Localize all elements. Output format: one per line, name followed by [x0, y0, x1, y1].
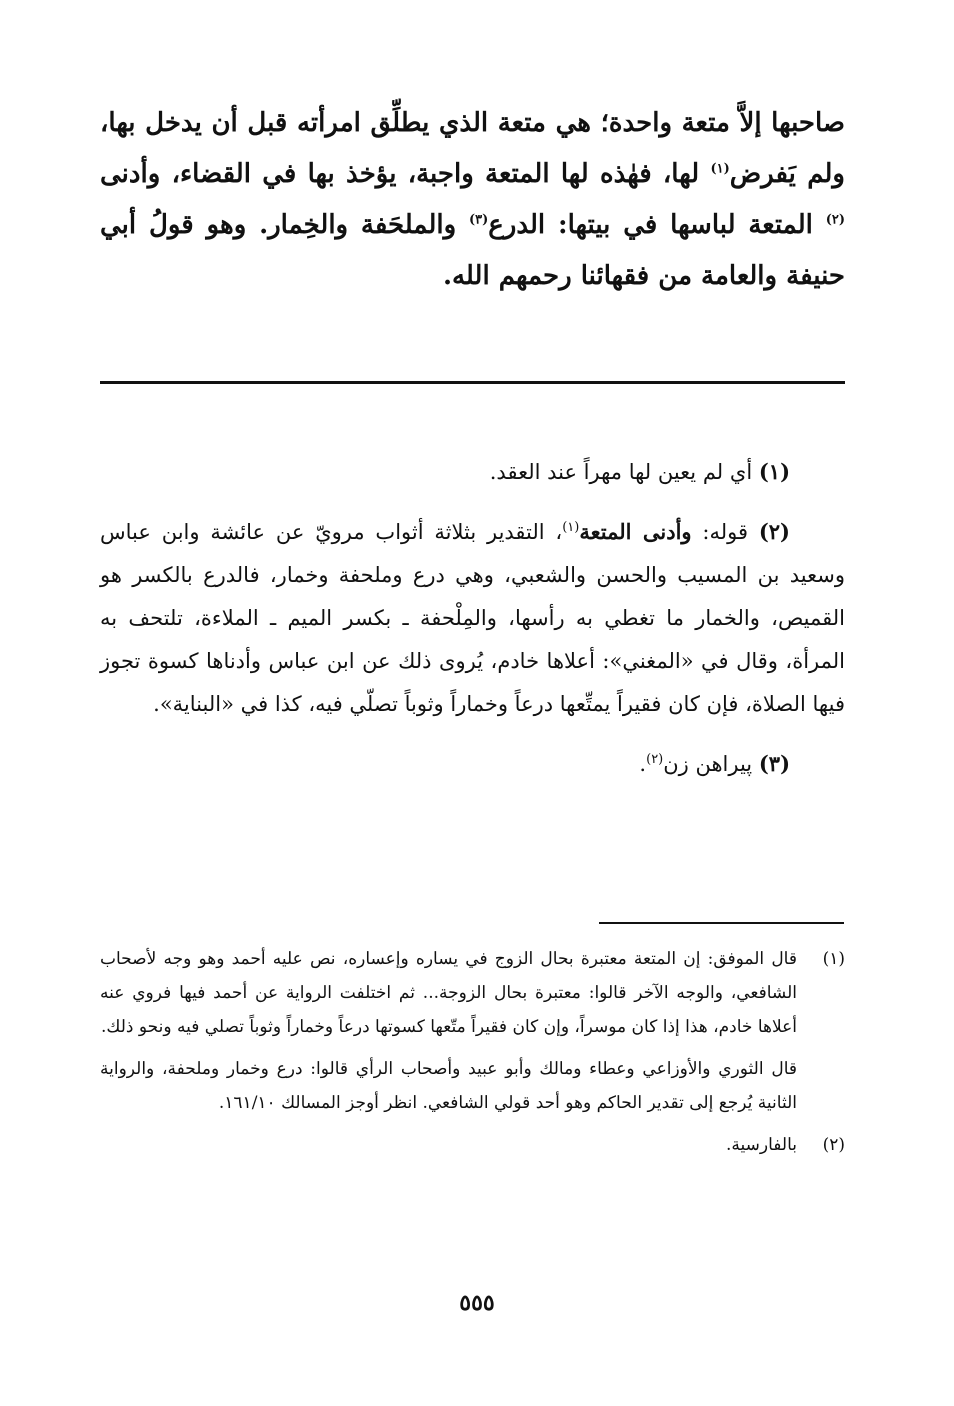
- main-line-2a: بها، ولم يَفرض: [100, 108, 845, 189]
- footnotes-list: [100, 942, 845, 1170]
- main-ref-1: (١): [710, 161, 730, 177]
- main-line-3a: وأدنى: [100, 159, 161, 189]
- page-number: ٥٥٥: [459, 1290, 495, 1316]
- commentary-tail-3: .: [639, 752, 647, 776]
- main-ref-3: (٣): [468, 212, 489, 228]
- commentary-ref-3: (٢): [646, 752, 664, 767]
- commentary-marker-3: (٣): [758, 751, 790, 776]
- commentary-item-1: [100, 450, 845, 494]
- footnote-separator-rule: [599, 922, 844, 924]
- main-separator-rule: [100, 381, 845, 384]
- main-line-2b: لها، فهٰذه لها المتعة واجبة، يؤخذ بها في القضاء،: [171, 159, 700, 189]
- main-line-3b: المتعة لباسها في بيتها: الدرع: [488, 210, 813, 240]
- commentary-item-2: [100, 510, 845, 726]
- main-ref-2: (٢): [825, 212, 845, 228]
- footnote-continuation-text-1: قال الثوري والأوزاعي وعطاء ومالك وأبو عبيد وأصحاب الرأي قالوا: درع وخمار وملحفة، والرواية الثانية يُرجع إلى تقدير الحاكم وهو أحد قولي الشافعي. انظر أوجز المسالك ١٦١/١٠.: [100, 1059, 797, 1113]
- footnote-marker-1: (١): [822, 949, 845, 969]
- footnote-marker-2: (٢): [822, 1135, 845, 1155]
- commentary-text-1: أي لم يعين لها مهراً عند العقد.: [489, 460, 753, 484]
- commentary-marker-2: (٢): [758, 519, 790, 544]
- footnote-2: [100, 1128, 845, 1162]
- commentary-term-2: وأدنى المتعة: [579, 519, 692, 544]
- commentary-item-3: [100, 742, 845, 786]
- commentary-text-2: ، التقدير بثلاثة أثواب مرويّ عن عائشة وابن عباس وسعيد بن المسيب والحسن والشعبي، وهي درع وملحفة وخمار، فالدرع بالكسر هو القميص، والخمار ما تغطي به رأسها، والمِلْحفة ـ بكسر الميم ـ الملاءة، تلتحف به المرأة، وقال في «المغني»: أعلاها خادم، يُروى ذلك عن ابن عباس وأدناها كسوة تجوز فيها الصلاة، فإن كان فقيراً يمتِّعها درعاً وخماراً وثوباً تصلّي فيه، كذا في «البناية».: [100, 520, 845, 716]
- main-line-4: قولُ أبي حنيفة والعامة من فقهائنا رحمهم الله.: [100, 210, 845, 291]
- main-line-1: صاحبها إلاَّ متعة واحدة؛ هي متعة الذي يطلِّق امرأته قبل أن يدخل: [145, 108, 845, 138]
- footnote-1: [100, 942, 845, 1044]
- commentary-list: [100, 450, 845, 802]
- footnote-text-1: قال الموفق: إن المتعة معتبرة بحال الزوج في يساره وإعساره، نص عليه أحمد وهو وجه لأصحاب الشافعي، والوجه الآخر قالوا: معتبرة بحال الزوجة... ثم اختلفت الرواية عن أحمد فيها فروي عنه أعلاها خادم، هذا إذا كان موسراً، وإن كان فقيراً متّعها كسوتها درعاً وخماراً وثوباً تصلي فيه ونحو ذلك.: [100, 949, 797, 1037]
- commentary-text-3: پيراهن زن: [663, 752, 753, 776]
- commentary-lead-2: قوله:: [702, 520, 749, 544]
- commentary-ref-2: (١): [562, 520, 580, 535]
- commentary-marker-1: (١): [758, 459, 790, 484]
- footnote-1-continuation: [100, 1052, 845, 1120]
- footnote-text-2: بالفارسية.: [726, 1135, 797, 1155]
- main-text-paragraph: [100, 98, 845, 302]
- main-line-3c: والملحَفة والخِمار. وهو: [206, 210, 457, 240]
